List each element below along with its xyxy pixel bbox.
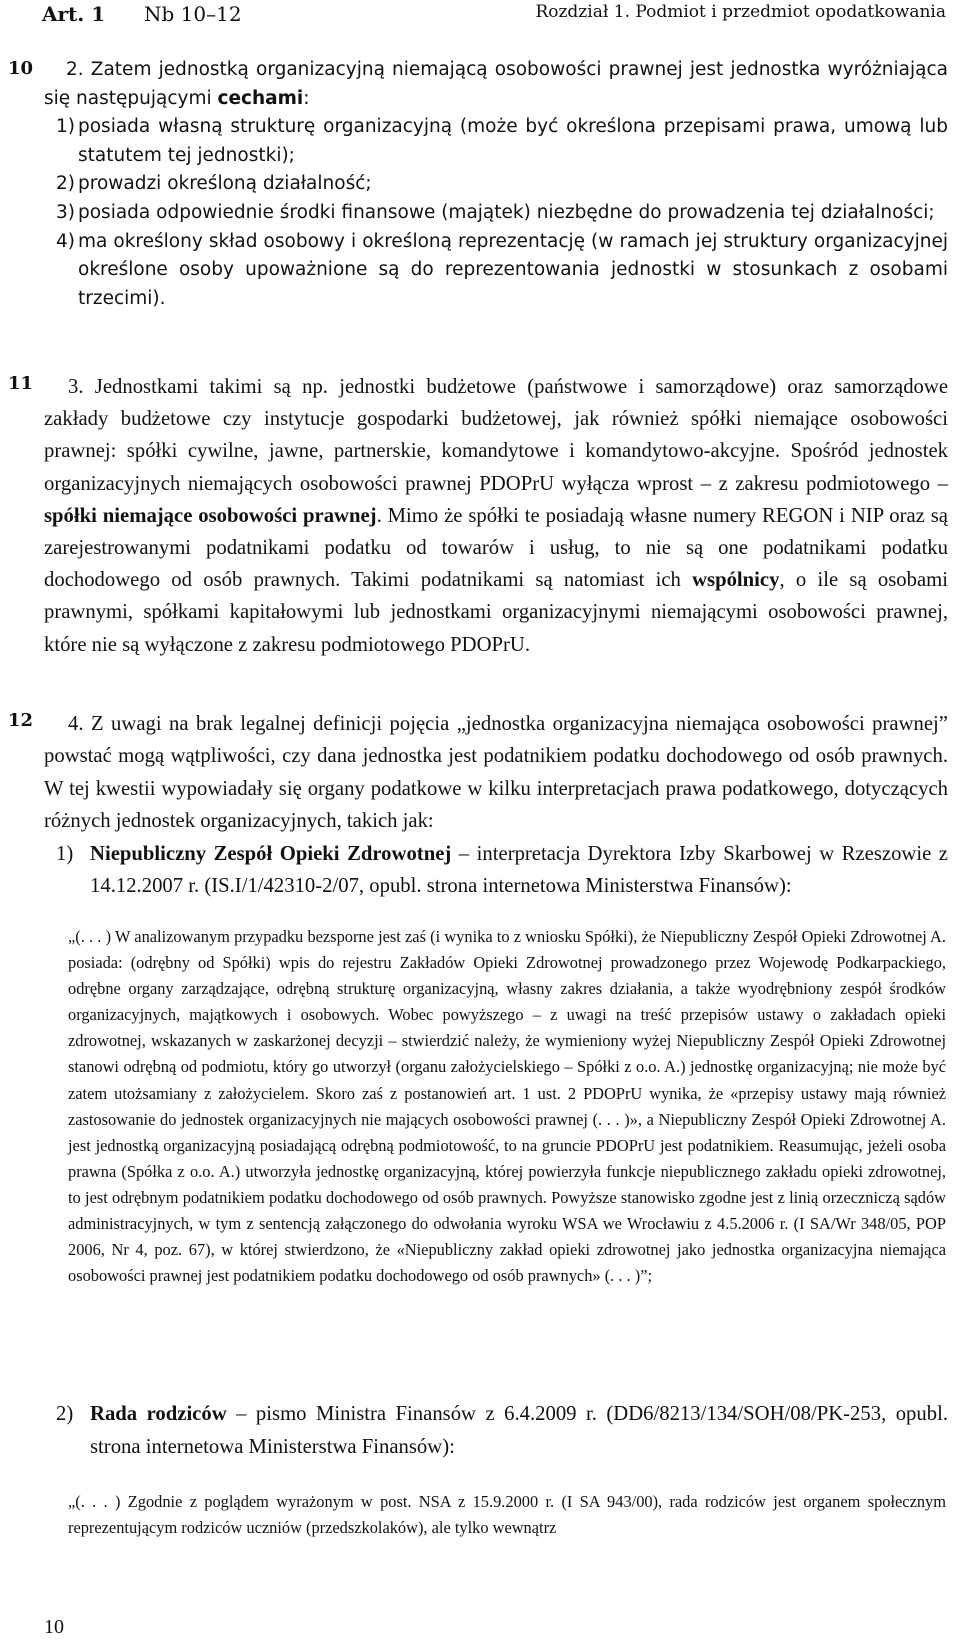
examples-list: [44, 838, 948, 903]
paragraph-3: 3. Jednostkami takimi są np. jednostki budżetowe (państwowe i samorządowe) oraz samorządowe zakłady budżetowe czy instytucje gospodarki budżetowej, jak również spółki niemające osobowości prawnej: spółki cywilne, jawne, partnerskie, komandytowe i komandytowo-akcyjne. Spośród jednostek organizacyjnych niemających osobowości prawnej PDOPrU wyłącza wprost – z zakresu podmiotowego – spółki niemające osobowości prawnej. Mimo że spółki te posiadają własne numery REGON i NIP oraz są zarejestrowanymi podatnikami podatku od towarów i usług, to nie są one podatnikami podatku dochodowego od osób prawnych. Takimi podatnikami są natomiast ich wspólnicy, o ile są osobami prawnymi, spółkami kapitałowymi lub jednostkami organizacyjnymi niemającymi osobowości prawnej, które nie są wyłączone z zakresu podmiotowego PDOPrU.: [44, 376, 948, 656]
list-item: 1) Niepubliczny Zespół Opieki Zdrowotnej – interpretacja Dyrektora Izby Skarbowej w Rzeszowie z 14.12.2007 r. (IS.I/1/42310-2/07, opubl. strona internetowa Ministerstwa Finansów):: [56, 842, 948, 898]
quotation-1: „(. . . ) W analizowanym przypadku bezsporne jest zaś (i wynika to z wniosku Spółki), że Niepubliczny Zespół Opieki Zdrowotnej A. posiada: (odrębny od Spółki) wpis do rejestru Zakładów Opieki Zdrowotnej prowadzonego przez Wojewodę Podkarpackiego, odrębne organy zarządzające, odrębną strukturę organizacyjną, własny zakres działania, a także wyodrębniony zespół środków organizacyjnych, majątkowych i osobowych. Wobec powyższego – z uwagi na treść przepisów ustawy o zakładach opieki zdrowotnej, wskazanych w zaskarżonej decyzji – stwierdzić należy, że wymieniony wyżej Niepubliczny Zespół Opieki Zdrowotnej stanowi odrębną od podmiotu, który go utworzył (organu założycielskiego – Spółki z o.o. A.) jednostkę organizacyjną; nie może być zatem utożsamiany z założycielem. Skoro zaś z postanowień art. 1 ust. 2 PDOPrU wynika, że «przepisy ustawy mają również zastosowanie do jednostek organizacyjnych nie mających osobowości prawnej (. . . )», a Niepubliczny Zespół Opieki Zdrowotnej A. jest jednostką organizacyjną posiadającą odrębną podmiotowość, to na gruncie PDOPrU jest podatnikiem. Reasumując, jeżeli osoba prawna (Spółka z o.o. A.) utworzyła jednostkę organizacyjną, której powierzyła funkcje niepublicznego zakładu opieki zdrowotnej, to jest odrębnym podatnikiem podatku dochodowego od osób prawnych. Powyższe stanowisko zgodne jest z linią orzeczniczą sądów administracyjnych, w tym z sentencją załączonego do odwołania wyroku WSA we Wrocławiu z 4.5.2006 r. (I SA/Wr 348/05, POP 2006, Nr 4, poz. 67), w której stwierdzono, że «Niepubliczny zakład opieki zdrowotnej jako jednostka organizacyjna niemająca osobowości prawnej jest podatnikiem podatku dochodowego od osób prawnych» (. . . )”;: [68, 927, 946, 1286]
quotation-2: „(. . . ) Zgodnie z poglądem wyrażonym w post. NSA z 15.9.2000 r. (I SA 943/00), rada rodziców jest organem społecznym reprezentującym rodziców uczniów (przedszkolaków), ale tylko wewnątrz: [68, 1492, 946, 1538]
margin-number: 12: [8, 710, 34, 731]
article-reference: Art. 1: [42, 2, 106, 26]
margin-number-range: Nb 10–12: [144, 2, 242, 26]
margin-number: 11: [8, 373, 34, 394]
list-item: 1) posiada własną strukturę organizacyjną (może być określona przepisami prawa, umową lub statutem tej jednostki);: [56, 116, 948, 166]
paragraph-4-intro: 4. Z uwagi na brak legalnej definicji pojęcia „jednostka organizacyjna niemająca osobowości prawnej” powstać mogą wątpliwości, czy dana jednostka jest podatnikiem podatku dochodowego od osób prawnych. W tej kwestii wypowiadały się organy podatkowe w kilku interpretacjach prawa podatkowego, dotyczących różnych jednostek organizacyjnych, takich jak:: [44, 713, 948, 833]
page-number: 10: [44, 1616, 64, 1638]
list-item: 4) ma określony skład osobowy i określoną reprezentację (w ramach jej struktury organizacyjnej określone osoby upoważnione są do reprezentowania jednostki w stosunkach z osobami trzecimi).: [56, 230, 948, 309]
list-item: 2) prowadzi określoną działalność;: [56, 173, 372, 195]
features-list: [44, 113, 948, 313]
paragraph-4: [44, 708, 948, 902]
running-header: [14, 2, 946, 32]
margin-number: 10: [8, 58, 34, 79]
paragraph-2: [44, 56, 948, 313]
list-item: 3) posiada odpowiednie środki finansowe (majątek) niezbędne do prowadzenia tej działalności;: [56, 201, 935, 223]
paragraph-2-intro: 2. Zatem jednostką organizacyjną niemającą osobowości prawnej jest jednostka wyróżniająca się następującymi cechami:: [44, 59, 948, 109]
chapter-title: Rozdział 1. Podmiot i przedmiot opodatkowania: [535, 2, 946, 22]
list-item: 2) Rada rodziców – pismo Ministra Finansów z 6.4.2009 r. (DD6/8213/134/SOH/08/PK-253, opubl. strona internetowa Ministerstwa Finansów):: [56, 1403, 948, 1458]
